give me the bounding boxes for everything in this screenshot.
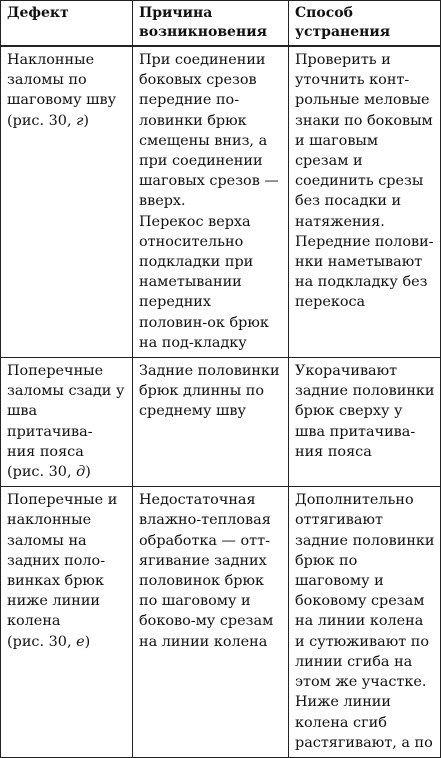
- fix-cell: [289, 358, 441, 487]
- table-header-row: [1, 1, 441, 47]
- fix-paragraph: Дополнительно оттягивают задние половинки брюк по шаговому и боковому срезам на линии колена и сутюживают по линии сгиба на этом же участке.: [295, 492, 435, 691]
- fix-cell: [289, 487, 441, 758]
- defect-line: задних поло-: [7, 552, 106, 569]
- defect-line: Наклонные: [7, 52, 95, 68]
- defect-line: наклонные: [7, 512, 92, 529]
- fix-paragraph: Ниже линии колена сгиб растягивают, а по: [295, 694, 433, 751]
- defect-line: заломы сзади у: [7, 383, 125, 400]
- fix-paragraph: Передние полови-нки наметывают на подкладку без перекоса: [295, 233, 434, 311]
- defect-line: Поперечные и: [7, 492, 118, 509]
- defect-cell: [1, 46, 133, 358]
- defect-line: заломы на: [7, 532, 87, 549]
- cause-cell: [133, 487, 289, 758]
- defect-line: винках брюк: [7, 573, 104, 590]
- defect-line: ниже линии: [7, 593, 101, 610]
- table-row: [1, 487, 441, 758]
- table-row: [1, 46, 441, 358]
- table-row: [1, 358, 441, 487]
- header-fix: Способ устранения: [289, 1, 441, 47]
- defect-cell: [1, 358, 133, 487]
- figure-reference: (рис. 30, д): [7, 464, 91, 481]
- defect-line: шаговому шву: [7, 92, 117, 109]
- defect-line: колена: [7, 613, 61, 630]
- defect-line: шва притачива-: [7, 403, 93, 440]
- defect-line: ния пояса: [7, 443, 84, 460]
- cause-paragraph: Перекос верха относительно подкладки при наметывании передних половин-ок брюк на под-кладку: [139, 213, 269, 351]
- fix-cell: [289, 46, 441, 358]
- header-cause: Причина возникновения: [133, 1, 289, 47]
- figure-reference: (рис. 30, г): [7, 112, 89, 129]
- cause-paragraph: Недостаточная влажно-тепловая обработка — отт-ягивание задних половинок брюк по шаговому и боково-му срезам на линии колена: [139, 492, 274, 650]
- cause-cell: [133, 46, 289, 358]
- header-defect: Дефект: [1, 1, 133, 47]
- defect-line: заломы по: [7, 72, 87, 89]
- cause-paragraph: При соединении боковых срезов передние по-ловинки брюк смещены вниз, а при соединении шаговых срезов — вверх.: [139, 52, 279, 210]
- figure-reference: (рис. 30, е): [7, 633, 91, 650]
- fix-paragraph: Проверить и уточнить конт-рольные меловые знаки по боковым и шаговым срезам и соединить срезы без посадки и натяжения.: [295, 52, 433, 230]
- fix-paragraph: Укорачивают задние половинки брюк сверху у шва притачива-ния пояса: [295, 363, 435, 460]
- defect-cell: [1, 487, 133, 758]
- cause-paragraph: Задние половинки брюк длинны по среднему шву: [139, 363, 280, 420]
- defect-line: Поперечные: [7, 363, 104, 380]
- cause-cell: [133, 358, 289, 487]
